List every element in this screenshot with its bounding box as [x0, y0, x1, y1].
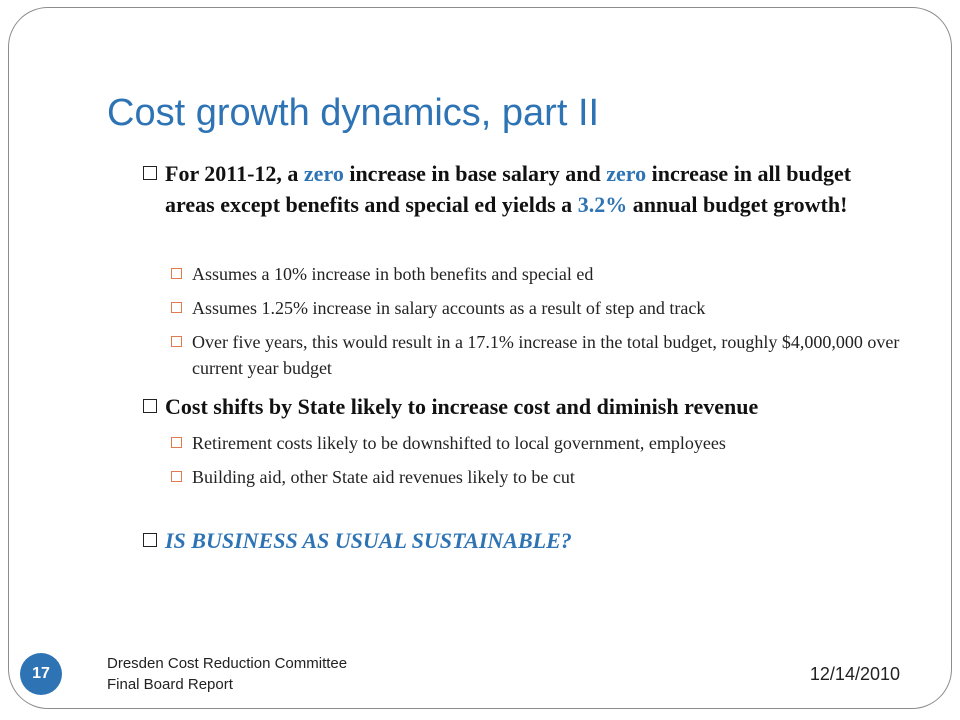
- footer-line: Dresden Cost Reduction Committee: [107, 655, 348, 672]
- bullet-zero-increase: For 2011-12, a zero increase in base salary and zero increase in all budget areas except benefits and special ed yields a 3.2% annual budget growth!: [165, 158, 905, 220]
- checkbox-bullet-icon: [143, 533, 157, 547]
- sub-bullet: Assumes 1.25% increase in salary accounts as a result of step and track: [192, 295, 912, 321]
- highlight-zero: zero: [606, 161, 647, 186]
- sub-bullet: Over five years, this would result in a 17.1% increase in the total budget, roughly $4,000,000 over current year budget: [192, 329, 912, 381]
- highlight-percent: 3.2%: [577, 192, 628, 217]
- checkbox-bullet-icon: [171, 336, 182, 347]
- footer-date: 12/14/2010: [809, 664, 900, 684]
- checkbox-bullet-icon: [171, 471, 182, 482]
- checkbox-bullet-icon: [143, 399, 157, 413]
- footer-organization: [107, 653, 347, 695]
- checkbox-bullet-icon: [171, 302, 182, 313]
- sub-bullet: Building aid, other State aid revenues likely to be cut: [192, 464, 912, 490]
- footer-line: Final Board Report: [107, 676, 233, 693]
- highlight-zero: zero: [303, 161, 344, 186]
- slide-title: Cost growth dynamics, part II: [107, 92, 600, 134]
- bullet-sustainable-question: IS BUSINESS AS USUAL SUSTAINABLE?: [165, 525, 905, 556]
- checkbox-bullet-icon: [171, 268, 182, 279]
- checkbox-bullet-icon: [143, 166, 157, 180]
- sub-bullet: Retirement costs likely to be downshifted to local government, employees: [192, 430, 912, 456]
- page-number-badge: 17: [20, 653, 62, 695]
- bullet-cost-shifts: Cost shifts by State likely to increase cost and diminish revenue: [165, 391, 925, 422]
- sub-bullet: Assumes a 10% increase in both benefits and special ed: [192, 261, 912, 287]
- checkbox-bullet-icon: [171, 437, 182, 448]
